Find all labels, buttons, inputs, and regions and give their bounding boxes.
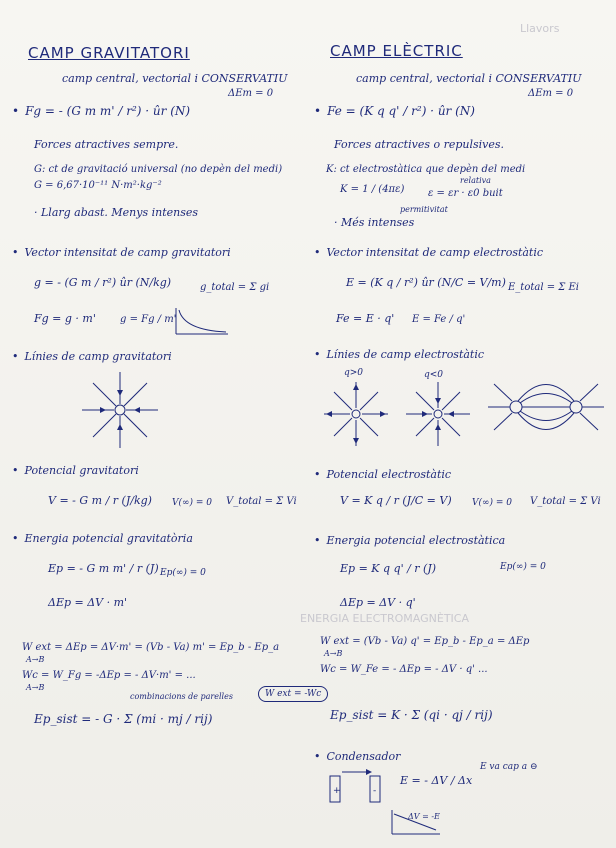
left-title: CAMP GRAVITATORI: [28, 44, 190, 62]
right-work-external: W ext = (Vb - Va) q' = Ep_b - Ep_a = ΔEp: [320, 636, 530, 647]
right-capacitor-note: E va cap a ⊖: [480, 762, 538, 772]
left-energy-heading: • Energia potencial gravitatòria: [12, 532, 193, 545]
left-potential-total: V_total = Σ Vi: [226, 496, 297, 507]
right-system-equation: Ep_sist = K · Σ (qi · qj / rij): [330, 708, 493, 722]
left-field-magnitude: g = Fg / m': [120, 314, 177, 325]
left-subtitle-2: ΔEm = 0: [228, 88, 274, 99]
capacitor-diagram-icon: [322, 766, 392, 810]
left-g-value: G = 6,67·10⁻¹¹ N·m²·kg⁻²: [34, 180, 162, 191]
ghost-text: ENERGIA ELECTROMAGNÈTICA: [300, 612, 469, 625]
left-work-conservative: Wc = W_Fg = -ΔEp = - ΔV·m' = ...: [22, 670, 196, 681]
left-force-equation: • Fg = - (G m m' / r²) · ûr (N): [12, 104, 190, 118]
right-energy-equation: Ep = K q q' / r (J): [340, 562, 437, 575]
negative-field-lines-icon: [404, 380, 472, 448]
right-epsilon-relative: relativa: [460, 176, 491, 185]
positive-field-lines-icon: [322, 380, 390, 448]
dipole-field-lines-icon: [484, 364, 608, 450]
right-work-external-sub: A→B: [324, 649, 343, 658]
left-potential-equation: V = - G m / r (J/kg): [48, 494, 152, 507]
left-energy-infinity: Ep(∞) = 0: [160, 568, 206, 578]
right-negative-charge-label: q<0: [424, 370, 444, 380]
left-field-total: g_total = Σ gi: [200, 282, 270, 293]
right-subtitle: camp central, vectorial i CONSERVATIU: [356, 72, 582, 85]
right-field-force: Fe = E · q': [336, 312, 395, 325]
gravity-field-lines-icon: [78, 368, 162, 452]
left-work-external: W ext = ΔEp = ΔV·m' = (Vb - Va) m' = Ep_b - Ep_a: [22, 642, 280, 653]
left-field-equation: g = - (G m / r²) ûr (N/kg): [34, 276, 172, 289]
left-subtitle: camp central, vectorial i CONSERVATIU: [62, 72, 288, 85]
left-force-note: Forces atractives sempre.: [34, 138, 179, 151]
left-work-conservative-sub: A→B: [26, 683, 45, 692]
left-potential-infinity: V(∞) = 0: [172, 498, 213, 508]
right-range-note: · Més intenses: [334, 216, 415, 229]
right-field-equation: E = (K q / r²) ûr (N/C = V/m): [346, 276, 506, 289]
right-title: CAMP ELÈCTRIC: [330, 42, 463, 60]
right-potential-heading: • Potencial electrostàtic: [314, 468, 451, 481]
right-epsilon-value: ε = εr · ε0 buit: [428, 188, 503, 199]
left-potential-heading: • Potencial gravitatori: [12, 464, 139, 477]
right-k-definition: K: ct electrostàtica que depèn del medi: [326, 164, 526, 175]
work-relation-box: W ext = -Wc: [258, 686, 328, 702]
decay-curve-icon: [172, 306, 232, 338]
right-force-note: Forces atractives o repulsives.: [334, 138, 505, 151]
left-range-note: · Llarg abast. Menys intenses: [34, 206, 199, 219]
left-g-definition: G: ct de gravitació universal (no depèn del medi): [34, 164, 283, 175]
right-field-total: E_total = Σ Ei: [508, 282, 580, 293]
left-work-external-sub: A→B: [26, 655, 45, 664]
right-k-value: K = 1 / (4πε): [340, 184, 405, 195]
left-energy-equation: Ep = - G m m' / r (J): [48, 562, 159, 575]
right-lines-heading: • Línies de camp electrostàtic: [314, 348, 484, 361]
right-positive-charge-label: q>0: [344, 368, 364, 378]
right-force-equation: • Fe = (K q q' / r²) · ûr (N): [314, 104, 475, 118]
left-system-equation: Ep_sist = - G · Σ (mi · mj / rij): [34, 712, 213, 726]
right-epsilon-permittivity: permitivitat: [400, 205, 448, 214]
right-potential-equation: V = K q / r (J/C = V): [340, 494, 452, 507]
left-field-force: Fg = g · m': [34, 312, 96, 325]
right-field-heading: • Vector intensitat de camp electrostàtic: [314, 246, 543, 259]
svg-text:+: +: [333, 786, 341, 796]
ghost-text: Llavors: [520, 22, 560, 35]
right-potential-total: V_total = Σ Vi: [530, 496, 601, 507]
right-work-conservative: Wc = W_Fe = - ΔEp = - ΔV · q' ...: [320, 664, 488, 675]
right-capacitor-heading: • Condensador: [314, 750, 400, 763]
left-field-heading: • Vector intensitat de camp gravitatori: [12, 246, 231, 259]
right-capacitor-equation: E = - ΔV / Δx: [400, 774, 473, 787]
right-capacitor-label: ΔV = -E: [408, 812, 440, 821]
right-field-magnitude: E = Fe / q': [412, 314, 466, 325]
left-lines-heading: • Línies de camp gravitatori: [12, 350, 172, 363]
right-energy-heading: • Energia potencial electrostàtica: [314, 534, 505, 547]
left-energy-delta: ΔEp = ΔV · m': [48, 596, 128, 609]
left-system-note: combinacions de parelles: [130, 692, 233, 701]
right-energy-delta: ΔEp = ΔV · q': [340, 596, 416, 609]
right-energy-infinity: Ep(∞) = 0: [500, 562, 546, 572]
right-potential-infinity: V(∞) = 0: [472, 498, 513, 508]
right-subtitle-2: ΔEm = 0: [528, 88, 574, 99]
svg-text:-: -: [373, 786, 377, 796]
